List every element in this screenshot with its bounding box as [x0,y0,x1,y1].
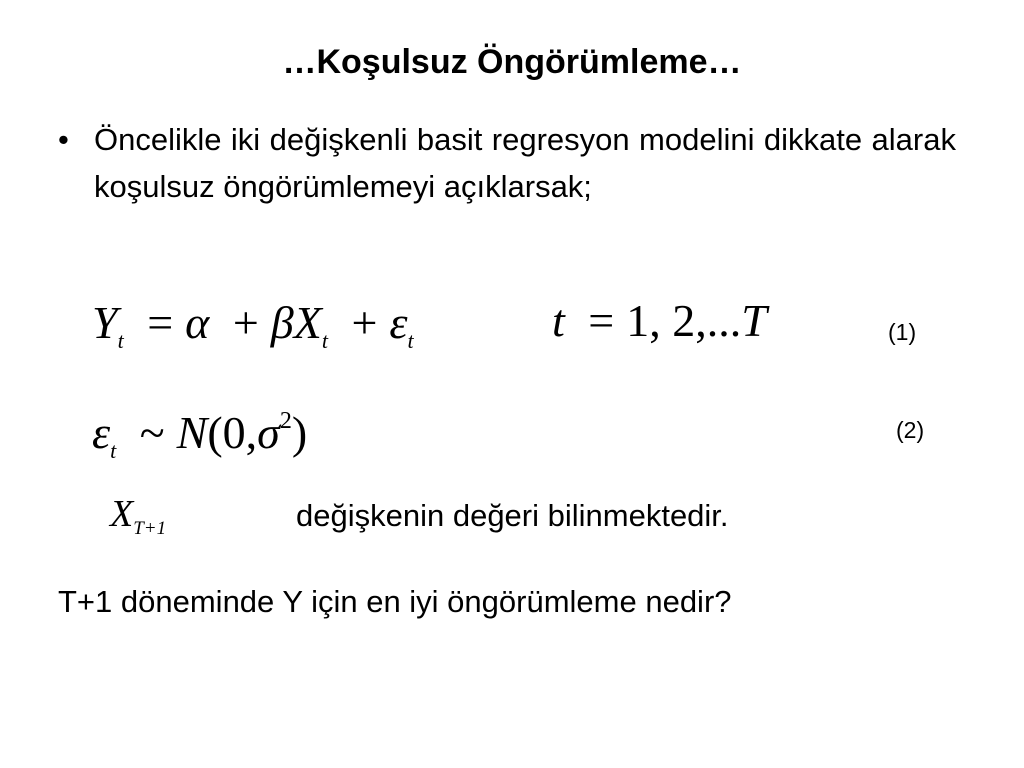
equation-regression-model [92,296,414,353]
eq2-sigma: σ [257,407,280,458]
eq1-plus-1: + [232,297,259,348]
range-T: T [741,295,767,346]
eq2-tilde: ~ [139,407,165,458]
eq1-epsilon: ε [389,297,408,348]
eq1-equals: = [147,297,174,348]
eq1-y-subscript: t [117,328,124,353]
eq2-power: 2 [279,408,292,434]
equation-time-range [552,294,767,347]
range-t: t [552,295,565,346]
bullet-item [58,116,956,210]
xnext-x: X [110,493,134,535]
question-text: T+1 döneminde Y için en iyi öngörümleme nedir? [58,584,732,619]
equation-number-1: (1) [888,319,917,345]
xnext-subscript: T+1 [133,518,167,539]
eq1-x-subscript: t [321,328,328,353]
eq2-close: ) [291,407,308,458]
eq2-epsilon-subscript: t [110,438,117,463]
eq1-y: Y [92,297,118,348]
range-equals: = [588,295,615,346]
equation-x-next-period [110,492,167,539]
range-dots: ... [706,295,742,346]
eq1-x: X [293,297,322,348]
equation-error-distribution [92,406,308,463]
equation-number-2: (2) [896,417,925,443]
slide-title: …Koşulsuz Öngörümleme… [282,43,742,81]
eq2-N: N [176,407,208,458]
eq2-open: (0, [207,407,258,458]
range-values: 1, 2, [626,295,707,346]
known-value-text: değişkenin değeri bilinmektedir. [296,498,729,533]
bullet-text: Öncelikle iki değişkenli basit regresyon modelini dikkate alarak koşulsuz öngörümlemeyi açıklarsak; [94,122,956,204]
eq1-beta: β [270,297,294,348]
bullet-dot: • [58,122,69,157]
eq1-alpha: α [185,297,210,348]
eq1-plus-2: + [351,297,378,348]
eq1-epsilon-subscript: t [407,328,414,353]
eq2-epsilon: ε [92,407,111,458]
